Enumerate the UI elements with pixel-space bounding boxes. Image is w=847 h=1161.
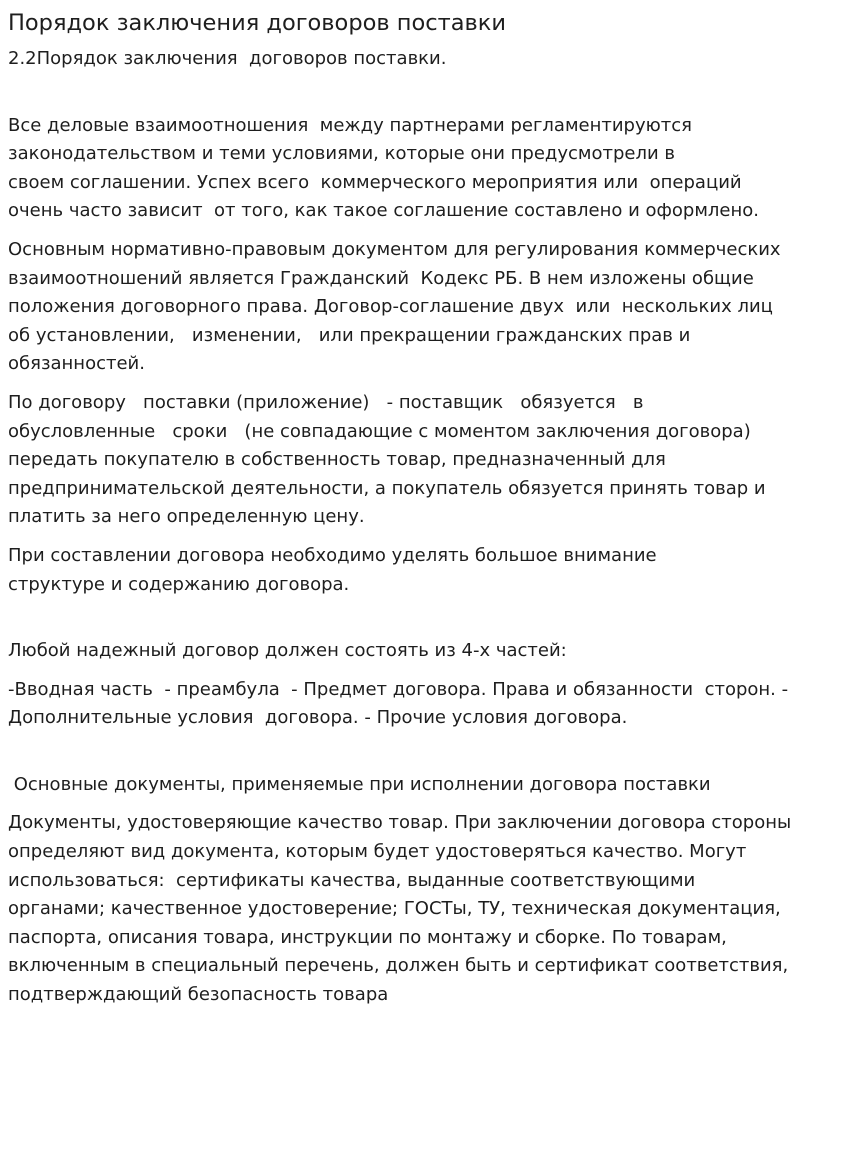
document-page <box>8 0 839 1010</box>
text-line: паспорта, описания товара, инструкции по монтажу и сборке. По товарам, <box>8 926 727 948</box>
subtitle: 2.2Порядок заключения договоров поставки. <box>8 48 447 69</box>
text-line: обязанностей. <box>8 353 145 375</box>
text-line: Основным нормативно-правовым документом для регулирования коммерческих <box>8 238 781 260</box>
text-line: законодательством и теми условиями, которые они предусмотрели в <box>8 143 676 165</box>
paragraph-supply-contract <box>8 389 839 532</box>
text-line: предпринимательской деятельности, а покупатель обязуется принять товар и <box>8 477 766 499</box>
text-line: По договору поставки (приложение) - поставщик обязуется в <box>8 391 644 413</box>
page-title: Порядок заключения договоров поставки <box>8 10 506 36</box>
paragraph-contract-parts <box>8 676 839 733</box>
paragraph-four-parts <box>8 637 839 666</box>
text-line: включенным в специальный перечень, должен быть и сертификат соответствия, <box>8 955 789 977</box>
text-line: Дополнительные условия договора. - Прочие условия договора. <box>8 707 628 729</box>
text-line: своем соглашении. Успех всего коммерческого мероприятия или операций <box>8 171 742 193</box>
text-line: об установлении, изменении, или прекращении гражданских прав и <box>8 324 691 346</box>
text-line: определяют вид документа, которым будет удостоверяться качество. Могут <box>8 841 747 863</box>
text-line: Документы, удостоверяющие качество товар. При заключении договора стороны <box>8 812 792 834</box>
section-heading: Основные документы, применяемые при исполнении договора поставки <box>8 773 711 795</box>
text-line: При составлении договора необходимо уделять большое внимание <box>8 544 657 566</box>
paragraph-civil-code <box>8 236 839 379</box>
text-line: взаимоотношений является Гражданский Кодекс РБ. В нем изложены общие <box>8 267 754 289</box>
text-line: положения договорного права. Договор-соглашение двух или нескольких лиц <box>8 296 773 318</box>
text-line: обусловленные сроки (не совпадающие с моментом заключения договора) <box>8 420 751 442</box>
text-line: Все деловые взаимоотношения между партнерами регламентируются <box>8 114 692 136</box>
text-line: структуре и содержанию договора. <box>8 573 350 595</box>
text-line: использоваться: сертификаты качества, выданные соответствующими <box>8 869 696 891</box>
text-line: органами; качественное удостоверение; ГОСТы, ТУ, техническая документация, <box>8 898 781 920</box>
text-line: -Вводная часть - преамбула - Предмет договора. Права и обязанности сторон. - <box>8 678 789 700</box>
text-line: подтверждающий безопасность товара <box>8 984 389 1006</box>
text-line: очень часто зависит от того, как такое соглашение составлено и оформлено. <box>8 200 759 222</box>
paragraph-structure <box>8 542 839 599</box>
paragraph-quality-documents <box>8 809 839 1009</box>
text-line: платить за него определенную цену. <box>8 506 365 528</box>
paragraph-relations <box>8 112 839 226</box>
text-line: Любой надежный договор должен состоять из 4-х частей: <box>8 640 567 662</box>
text-line: передать покупателю в собственность товар, предназначенный для <box>8 449 666 471</box>
